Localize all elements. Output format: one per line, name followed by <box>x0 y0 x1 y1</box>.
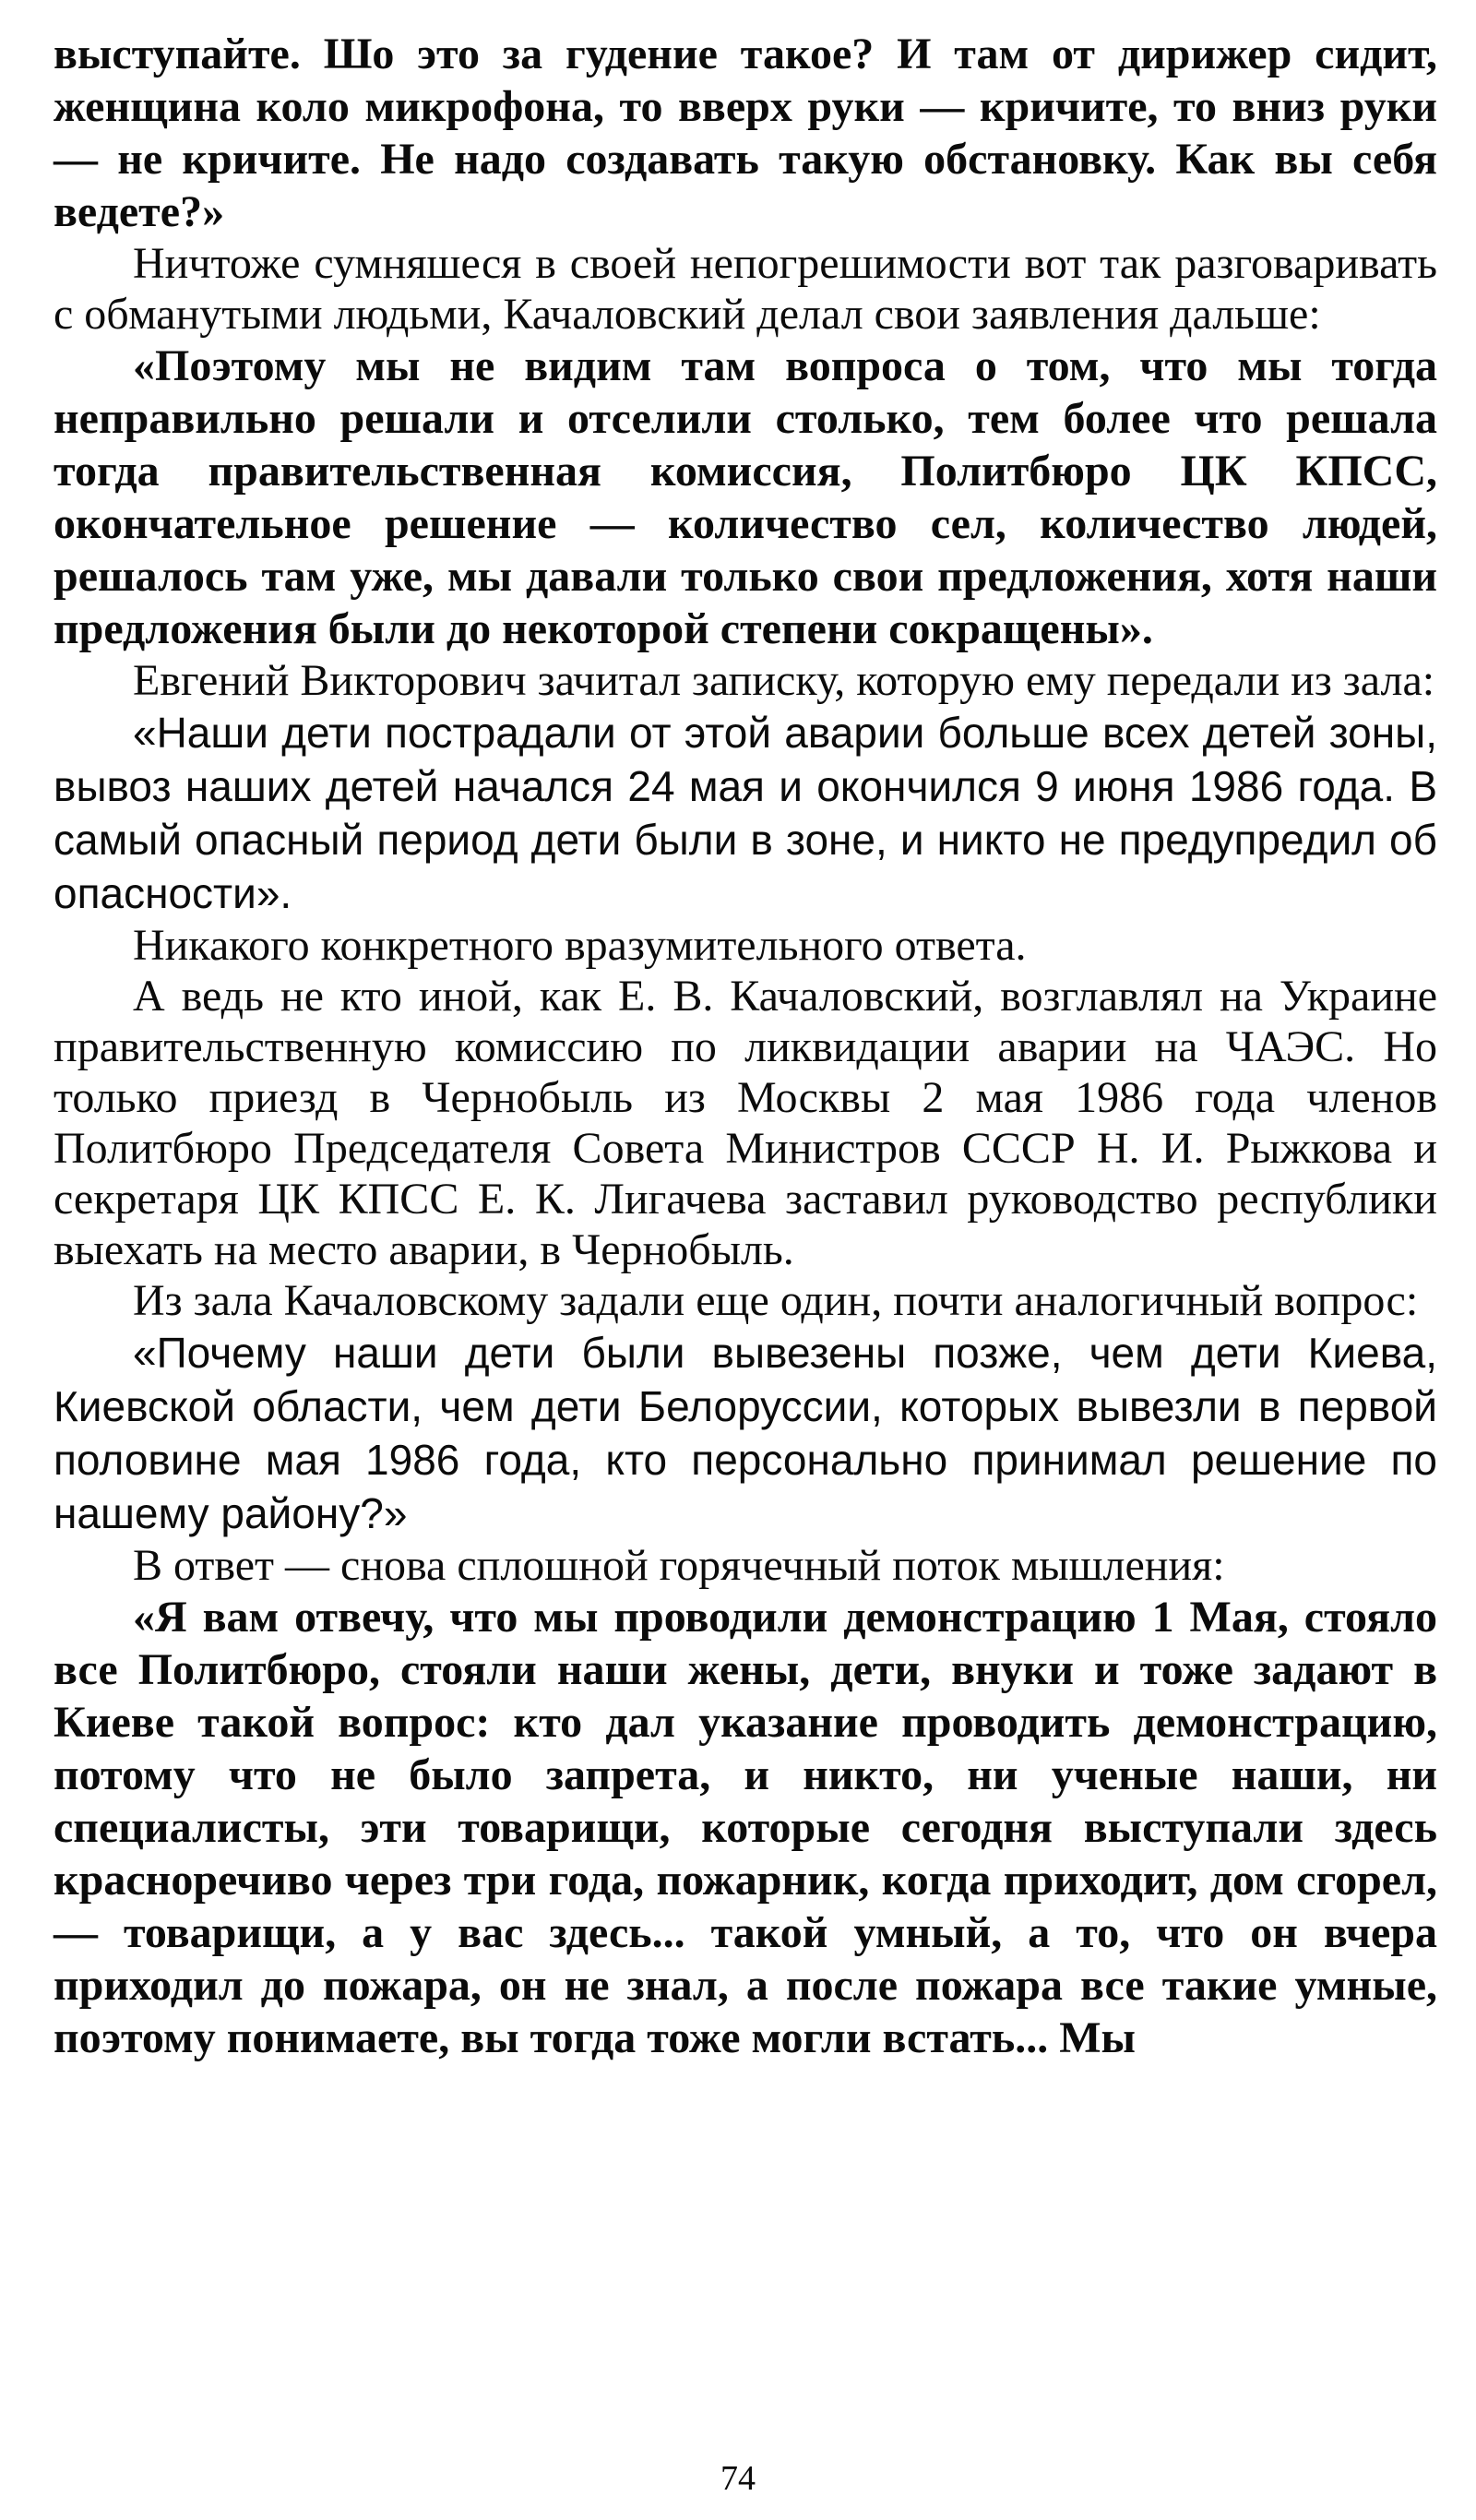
paragraph-note-from-hall-2: «Почему наши дети были вывезены позже, чем дети Киева, Киевской области, чем дети Белоруссии, которых вывезли в первой половине мая 1986 года, кто персонально принимал решение по нашему району?» <box>54 1329 1437 1537</box>
paragraph-continued-quote: выступайте. Шо это за гудение такое? И там от дирижер сидит, женщина коло микрофона, то вверх руки — кричите, то вниз руки — не кричите. Не надо создавать такую обстановку. Как вы себя ведете?» <box>54 30 1437 236</box>
paragraph-quote-kachalovsky-1: «Поэтому мы не видим там вопроса о том, что мы тогда неправильно решали и отселили столько, тем более что решала тогда правительственная комиссия, Политбюро ЦК КПСС, окончательное решение — количество сел, количество людей, решалось там уже, мы давали только свои предложения, хотя наши предложения были до некоторой степени сокращены». <box>54 341 1437 653</box>
paragraph-quote-kachalovsky-2: «Я вам отвечу, что мы проводили демонстрацию 1 Мая, стояло все Политбюро, стояли наши жены, дети, внуки и тоже задают в Киеве такой вопрос: кто дал указание проводить демонстрацию, потому что не было запрета, и никто, ни ученые наши, ни специалисты, эти товарищи, которые сегодня выступали здесь красноречиво через три года, пожарник, когда приходит, дом сгорел,— товарищи, а у вас здесь... такой умный, а то, что он вчера приходил до пожара, он не знал, а после пожара все такие умные, поэтому понимаете, вы тогда тоже могли встать... Мы <box>54 1593 1437 2062</box>
paragraph-narration-2: Евгений Викторович зачитал записку, которую ему передали из зала: <box>133 656 1435 705</box>
paragraph-narration-5: Из зала Качаловскому задали еще один, почти аналогичный вопрос: <box>133 1276 1419 1325</box>
page-body <box>54 28 1437 2064</box>
page-number: 74 <box>720 2459 756 2498</box>
paragraph-narration-3: Никакого конкретного вразумительного ответа. <box>133 921 1027 970</box>
paragraph-note-from-hall-1: «Наши дети пострадали от этой аварии больше всех детей зоны, вывоз наших детей начался 24 мая и окончился 9 июня 1986 года. В самый опасный период дети были в зоне, и никто не предупредил об опасности». <box>54 709 1437 917</box>
paragraph-narration-4: А ведь не кто иной, как Е. В. Качаловский, возглавлял на Украине правительственную комиссию по ликвидации аварии на ЧАЭС. Но только приезд в Чернобыль из Москвы 2 мая 1986 года членов Политбюро Председателя Совета Министров СССР Н. И. Рыжкова и секретаря ЦК КПСС Е. К. Лигачева заставил руководство республики выехать на место аварии, в Чернобыль. <box>54 972 1437 1274</box>
paragraph-narration-1: Ничтоже сумняшеся в своей непогрешимости вот так разговаривать с обманутыми людьми, Качаловский делал свои заявления дальше: <box>54 239 1437 339</box>
paragraph-narration-6: В ответ — снова сплошной горячечный поток мышления: <box>133 1541 1225 1590</box>
